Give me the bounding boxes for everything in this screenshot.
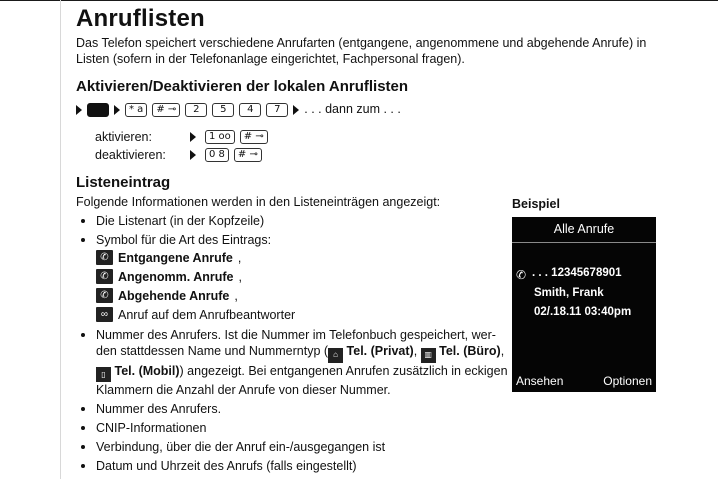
outgoing-call-icon: ✆ [96, 288, 113, 303]
entry-datetime: 02/.18.11 03:40pm [534, 306, 632, 318]
section-heading-entry: Listeneintrag [76, 174, 171, 191]
symbol-item-missed: ✆ Entgangene Anrufe , [96, 248, 506, 267]
step-arrow-icon [114, 105, 120, 115]
step-arrow-icon [190, 132, 196, 142]
sequence-suffix: . . . dann zum . . . [304, 102, 401, 116]
key-sequence [76, 101, 401, 118]
entry-name: Smith, Frank [534, 287, 604, 299]
hash-key: # ⊸ [234, 148, 262, 162]
softkey-optionen: Optionen [603, 374, 652, 388]
home-phone-icon: ⌂ [328, 348, 343, 363]
step-arrow-icon [293, 105, 299, 115]
office-phone-icon: ▥ [421, 348, 436, 363]
voicemail-icon: ∞ [96, 307, 113, 322]
activate-keys [190, 130, 268, 144]
softkey-ansehen: Ansehen [516, 374, 564, 388]
digit-key-5: 5 [212, 103, 234, 117]
menu-key-icon [87, 103, 109, 117]
symbol-item-voicemail: ∞ Anruf auf dem Anrufbeantworter [96, 305, 506, 324]
list-item: Symbol für die Art des Eintrags: ✆ Entgangene Anrufe , ✆ Angenomm. Anrufe , ✆ Abgehende Anrufe , ∞ Anruf auf dem Anrufbeantworter [76, 232, 506, 324]
section-heading-activate: Aktivieren/Deaktivieren der lokalen Anruflisten [76, 78, 409, 95]
missed-call-icon: ✆ [516, 268, 527, 282]
step-arrow-icon [190, 150, 196, 160]
digit-key-4: 4 [239, 103, 261, 117]
deactivate-label: deaktivieren: [95, 148, 166, 162]
entry-lead: Folgende Informationen werden in den Listeneinträgen angezeigt: [76, 195, 441, 209]
hash-key: # ⊸ [152, 103, 180, 117]
star-key: * a [125, 103, 147, 117]
entry-bullets [76, 213, 506, 474]
symbol-item-outgoing: ✆ Abgehende Anrufe , [96, 286, 506, 305]
deactivate-keys [190, 148, 262, 162]
list-item: Nummer des Anrufers. Ist die Nummer im Telefonbuch gespeichert, wer- den stattdessen Name und Nummerntyp ( ⌂ Tel. (Privat), ▥ Tel. (Büro), ▯ Tel. (Mobil)) angezeigt. Bei entgangenen Anrufen zusätzlich in eckigen Klammern die Anzahl der Anrufe von dieser Nummer. [76, 327, 506, 398]
list-item: Datum und Uhrzeit des Anrufs (falls eingestellt) [76, 458, 506, 474]
screen-title: Alle Anrufe [553, 222, 615, 236]
digit-key-0: 0 8 [205, 148, 229, 162]
phone-screen-example [512, 217, 656, 392]
top-rule [0, 0, 718, 1]
activate-label: aktivieren: [95, 130, 152, 144]
intro-line-1: Das Telefon speichert verschiedene Anrufarten (entgangene, angenommene und abgehende Anrufe) in [76, 36, 647, 50]
list-item: CNIP-Informationen [76, 420, 506, 436]
intro-line-2: Listen (sofern in der Telefonanlage eingerichtet, Fachpersonal fragen). [76, 52, 465, 66]
digit-key-2: 2 [185, 103, 207, 117]
entry-number: . . . 12345678901 [532, 267, 622, 279]
step-arrow-icon [76, 105, 82, 115]
list-item: Die Listenart (in der Kopfzeile) [76, 213, 506, 229]
screen-divider [512, 242, 656, 243]
accepted-call-icon: ✆ [96, 269, 113, 284]
digit-key-7: 7 [266, 103, 288, 117]
list-item: Nummer des Anrufers. [76, 401, 506, 417]
example-label: Beispiel [512, 197, 560, 211]
mobile-phone-icon: ▯ [96, 367, 111, 382]
page-title: Anruflisten [76, 5, 205, 32]
margin-rule [60, 0, 61, 479]
missed-call-icon: ✆ [96, 250, 113, 265]
hash-key: # ⊸ [240, 130, 268, 144]
symbol-item-accepted: ✆ Angenomm. Anrufe , [96, 267, 506, 286]
digit-key-1: 1 oo [205, 130, 235, 144]
list-item: Verbindung, über die der Anruf ein-/ausgegangen ist [76, 439, 506, 455]
